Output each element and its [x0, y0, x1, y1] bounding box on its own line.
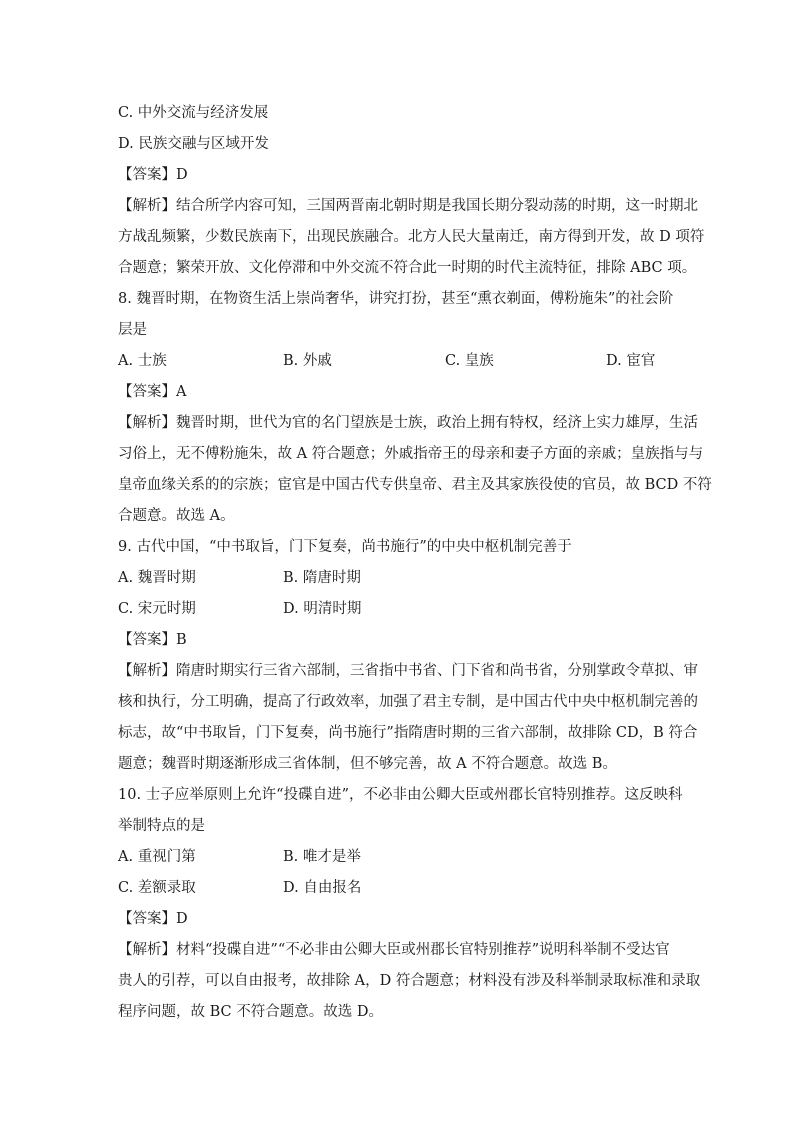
answer-value: A: [176, 384, 187, 400]
q9-options-row-2: [118, 594, 678, 625]
answer-value: D: [176, 911, 188, 927]
q9-option-d: D. 明清时期: [283, 601, 362, 617]
q9-option-b: B. 隋唐时期: [283, 570, 361, 586]
q10-options-row-2: [118, 873, 678, 904]
analysis-line-4: 题意；魏晋时期逐渐形成三省体制，但不够完善，故 A 不符合题意。故选 B。: [118, 756, 617, 772]
q8-options: [118, 346, 678, 377]
answer-label: 【答案】: [118, 911, 176, 927]
analysis-line-2: 核和执行，分工明确，提高了行政效率，加强了君主专制，是中国古代中央中枢机制完善的: [118, 694, 698, 710]
q8-stem-line-1: 8. 魏晋时期，在物资生活上崇尚奢华，讲究打扮，甚至“熏衣剃面，傅粉施朱”的社会阶: [118, 291, 674, 307]
q7-answer: [118, 160, 678, 191]
q7-analysis: [118, 191, 705, 284]
q9-stem: 9. 古代中国，“中书取旨，门下复奏，尚书施行”的中央中枢机制完善于: [118, 539, 572, 555]
q8-answer: [118, 377, 678, 408]
analysis-label: 【解析】: [118, 198, 176, 214]
analysis-line-1: 【解析】魏晋时期，世代为官的名门望族是士族，政治上拥有特权，经济上实力雄厚，生活: [118, 415, 698, 431]
answer-value: B: [176, 632, 187, 648]
analysis-line-4: 合题意。故选 A。: [118, 508, 235, 524]
analysis-line-2: 方战乱频繁，少数民族南下，出现民族融合。北方人民大量南迁，南方得到开发，故 D 项符: [118, 229, 705, 245]
page-content: [118, 98, 712, 1028]
analysis-line-3: 标志，故“中书取旨，门下复奏，尚书施行”指隋唐时期的三省六部制，故排除 CD，B 符合: [118, 725, 698, 741]
q8-option-d: D. 宦官: [606, 353, 656, 369]
analysis-line-1: 【解析】隋唐时期实行三省六部制，三省指中书省、门下省和尚书省，分别掌政令草拟、审: [118, 663, 698, 679]
q10-option-a: A. 重视门第: [118, 849, 196, 865]
q8-analysis: [118, 408, 712, 532]
q9-answer: [118, 625, 678, 656]
q10-stem: [118, 780, 683, 842]
q10-stem-line-1: 10. 士子应举原则上允许“投碟自进”，不必非由公卿大臣或州郡长官特别推荐。这反映科: [118, 787, 683, 803]
q9-option-a: A. 魏晋时期: [118, 570, 196, 586]
analysis-line-3: 程序问题，故 BC 不符合题意。故选 D。: [118, 1004, 383, 1020]
q10-option-c: C. 差额录取: [118, 880, 196, 896]
q8-option-b: B. 外戚: [283, 353, 332, 369]
q8-option-a: A. 士族: [118, 353, 167, 369]
q8-stem-line-2: 层是: [118, 322, 147, 338]
q10-option-b: B. 唯才是举: [283, 849, 361, 865]
answer-label: 【答案】: [118, 632, 176, 648]
q8-stem: [118, 284, 678, 346]
analysis-label: 【解析】: [118, 942, 176, 958]
analysis-line-1: 【解析】结合所学内容可知，三国两晋南北朝时期是我国长期分裂动荡的时期，这一时期北: [118, 198, 698, 214]
q7-option-c: C. 中外交流与经济发展: [118, 105, 269, 121]
q10-analysis: [118, 935, 701, 1028]
q10-options-row-1: [118, 842, 678, 873]
analysis-line-1: 【解析】材料“投碟自进”“不必非由公卿大臣或州郡长官特别推荐”说明科举制不受达官: [118, 942, 670, 958]
analysis-label: 【解析】: [118, 663, 176, 679]
analysis-line-3: 合题意；繁荣开放、文化停滞和中外交流不符合此一时期的时代主流特征，排除 ABC 项。: [118, 260, 697, 276]
answer-label: 【答案】: [118, 167, 176, 183]
q10-option-d: D. 自由报名: [283, 880, 362, 896]
q9-option-c: C. 宋元时期: [118, 601, 196, 617]
analysis-line-2: 贵人的引荐，可以自由报考，故排除 A，D 符合题意；材料没有涉及科举制录取标准和录取: [118, 973, 701, 989]
q10-answer: [118, 904, 678, 935]
q10-stem-line-2: 举制特点的是: [118, 818, 205, 834]
q7-option-d: D. 民族交融与区域开发: [118, 136, 269, 152]
q9-analysis: [118, 656, 698, 780]
analysis-line-2: 习俗上，无不傅粉施朱，故 A 符合题意；外戚指帝王的母亲和妻子方面的亲戚；皇族指与与: [118, 446, 704, 462]
answer-value: D: [176, 167, 188, 183]
answer-label: 【答案】: [118, 384, 176, 400]
q8-option-c: C. 皇族: [445, 353, 494, 369]
analysis-label: 【解析】: [118, 415, 176, 431]
q9-options-row-1: [118, 563, 678, 594]
analysis-line-3: 皇帝血缘关系的的宗族；宦官是中国古代专供皇帝、君主及其家族役使的官员，故 BCD 不符: [118, 477, 712, 493]
